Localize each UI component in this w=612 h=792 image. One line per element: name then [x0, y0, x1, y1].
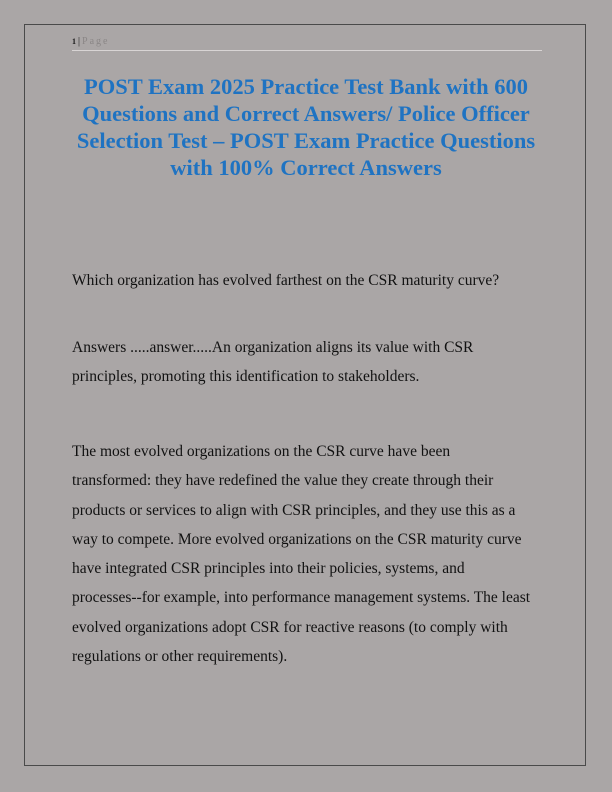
answer-text: Answers .....answer.....An organization aligns its value with CSR principles, promoting this identification to stakeholders.	[72, 339, 474, 386]
page-number: 1	[72, 37, 76, 46]
page-header	[72, 36, 542, 51]
explanation-text: The most evolved organizations on the CSR curve have been transformed: they have redefined the value they create through their products or services to align with CSR principles, and they use this as a way to compete. More evolved organizations on the CSR maturity curve have integrated CSR principles into their policies, systems, and processes--for example, into performance management systems. The least evolved organizations adopt CSR for reactive reasons (to comply with regulations or other requirements).	[72, 443, 531, 666]
document-title: POST Exam 2025 Practice Test Bank with 600 Questions and Correct Answers/ Police Officer Selection Test – POST Exam Practice Questions with 100% Correct Answers	[76, 74, 536, 180]
page-header-separator: |	[78, 36, 81, 47]
page-word: Page	[82, 36, 110, 47]
question-text: Which organization has evolved farthest on the CSR maturity curve?	[72, 272, 500, 289]
